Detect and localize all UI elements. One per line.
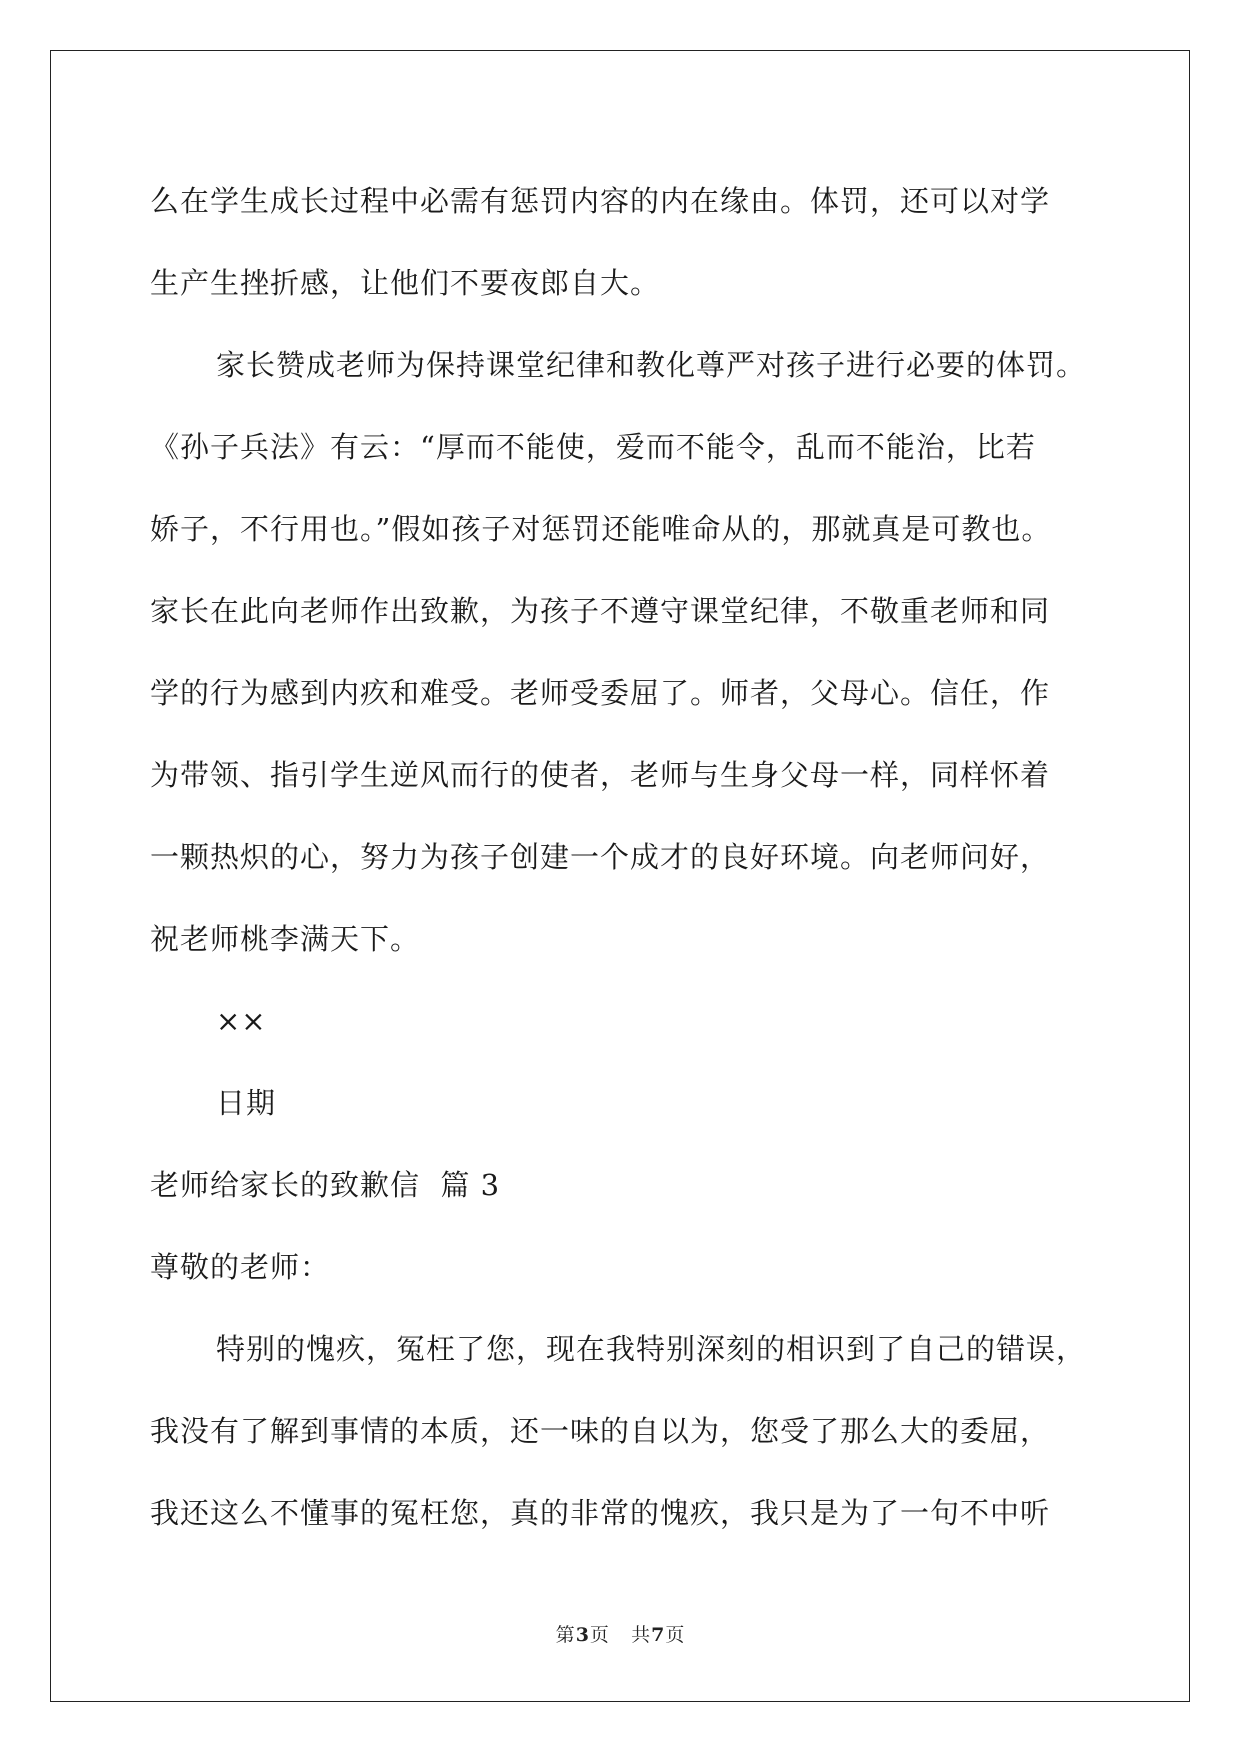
document-body [150, 160, 1110, 1554]
text-line: 祝老师桃李满天下。 [150, 922, 421, 956]
text-line: 我还这么不懂事的冤枉您，真的非常的愧疚，我只是为了一句不中听 [150, 1496, 1051, 1530]
salutation: 尊敬的老师： [150, 1250, 331, 1284]
text-line: 家长在此向老师作出致歉，为孩子不遵守课堂纪律，不敬重老师和同 [150, 594, 1051, 628]
page-prefix: 第 [555, 1624, 576, 1646]
date-line: 日期 [216, 1086, 277, 1120]
page-total: 7 [651, 1624, 666, 1646]
text-line: 特别的愧疚，冤枉了您，现在我特别深刻的相识到了自己的错误， [216, 1332, 1087, 1366]
text-line: 学的行为感到内疚和难受。老师受委屈了。师者，父母心。信任，作 [150, 676, 1051, 710]
text-line: 我没有了解到事情的本质，还一味的自以为，您受了那么大的委屈， [150, 1414, 1051, 1448]
page-footer [0, 1620, 1241, 1647]
signature-line: ×× [216, 1004, 267, 1038]
text-line: 一颗热炽的心，努力为孩子创建一个成才的良好环境。向老师问好， [150, 840, 1051, 874]
page-current: 3 [575, 1624, 590, 1646]
text-line: 么在学生成长过程中必需有惩罚内容的内在缘由。体罚，还可以对学 [150, 184, 1051, 218]
text-line: 《孙子兵法》有云：“厚而不能使，爱而不能令，乱而不能治，比若 [150, 430, 1036, 464]
text-line: 为带领、指引学生逆风而行的使者，老师与生身父母一样，同样怀着 [150, 758, 1051, 792]
total-prefix: 共 [631, 1624, 652, 1646]
text-line: 家长赞成老师为保持课堂纪律和教化尊严对孩子进行必要的体罚。 [216, 348, 1087, 382]
total-suffix: 页 [665, 1624, 686, 1646]
section-heading: 老师给家长的致歉信 篇 3 [150, 1168, 501, 1202]
text-line: 娇子，不行用也。”假如孩子对惩罚还能唯命从的，那就真是可教也。 [150, 512, 1052, 546]
page-suffix: 页 [589, 1624, 610, 1646]
text-line: 生产生挫折感，让他们不要夜郎自大。 [150, 266, 661, 300]
